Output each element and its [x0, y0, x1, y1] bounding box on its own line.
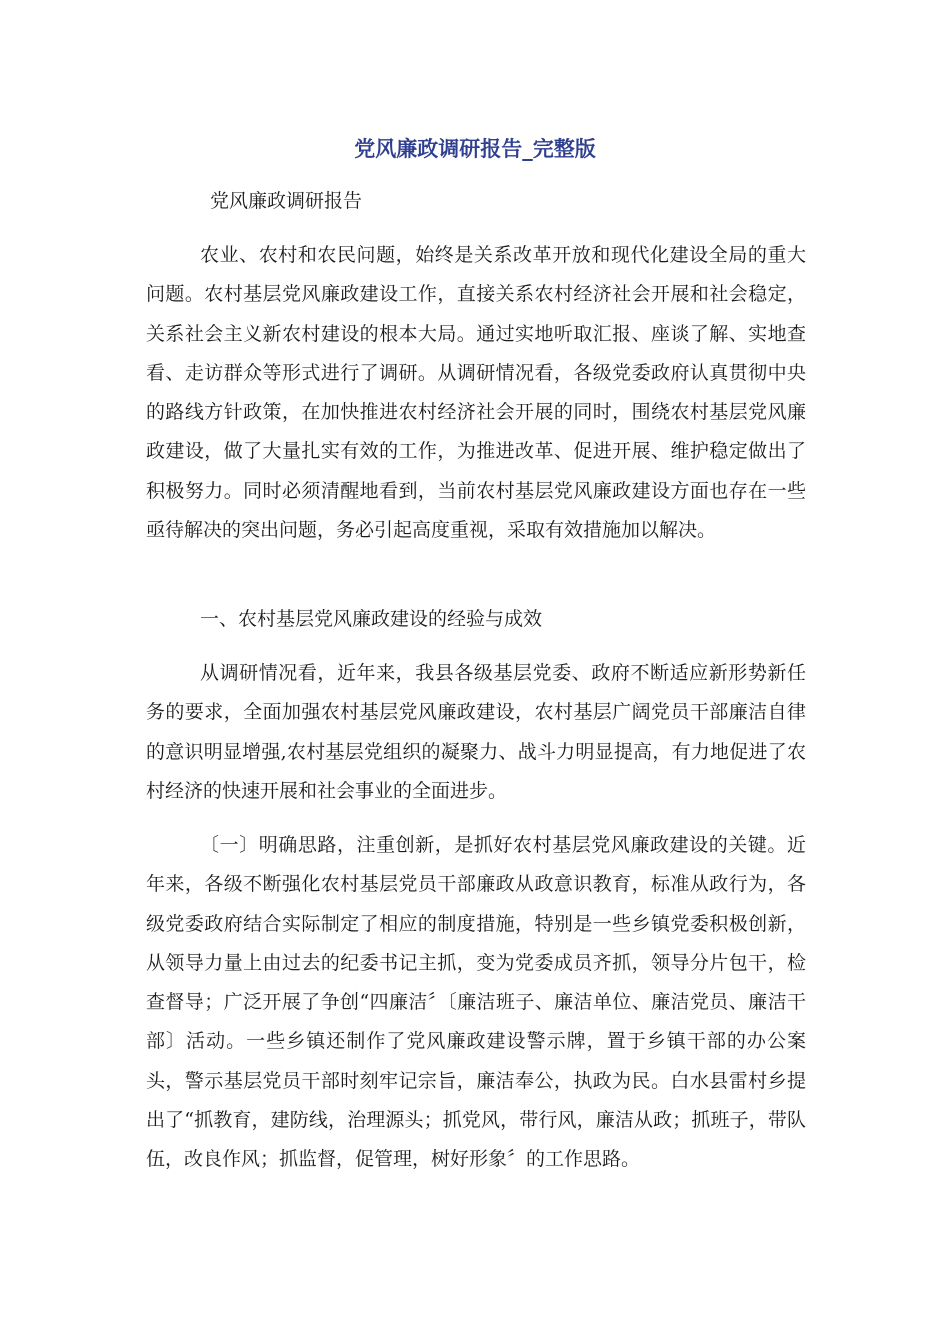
section-heading-1: 一、农村基层党风廉政建设的经验与成效: [200, 608, 543, 630]
paragraph-subsection-1: 〔一〕明确思路，注重创新，是抓好农村基层党风廉政建设的关键。近年来，各级不断强化农村基层党员干部廉政从政意识教育，标准从政行为，各级党委政府结合实际制定了相应的制度措施，特别是一些乡镇党委积极创新，从领导力量上由过去的纪委书记主抓，变为党委成员齐抓，领导分片包干，检查督导；广泛开展了争创“四廉洁〞〔廉洁班子、廉洁单位、廉洁党员、廉洁干部〕活动。一些乡镇还制作了党风廉政建设警示牌，置于乡镇干部的办公案头，警示基层党员干部时刻牢记宗旨，廉洁奉公，执政为民。白水县雷村乡提出了“抓教育，建防线，治理源头；抓党风，带行风，廉洁从政；抓班子，带队伍，改良作风；抓监督，促管理，树好形象〞的工作思路。: [146, 834, 806, 1171]
report-subtitle: 党风廉政调研报告: [210, 190, 363, 212]
paragraph-overview: 从调研情况看，近年来，我县各级基层党委、政府不断适应新形势新任务的要求，全面加强农村基层党风廉政建设，农村基层广阔党员干部廉洁自律的意识明显增强,农村基层党组织的凝聚力、战斗力明显提高，有力地促进了农村经济的快速开展和社会事业的全面进步。: [146, 662, 806, 802]
document-title: 党风廉政调研报告_完整版: [354, 137, 596, 161]
paragraph-intro: 农业、农村和农民问题，始终是关系改革开放和现代化建设全局的重大问题。农村基层党风廉政建设工作，直接关系农村经济社会开展和社会稳定，关系社会主义新农村建设的根本大局。通过实地听取汇报、座谈了解、实地查看、走访群众等形式进行了调研。从调研情况看，各级党委政府认真贯彻中央的路线方针政策，在加快推进农村经济社会开展的同时，围绕农村基层党风廉政建设，做了大量扎实有效的工作，为推进改革、促进开展、维护稳定做出了积极努力。同时必须清醒地看到，当前农村基层党风廉政建设方面也存在一些亟待解决的突出问题，务必引起高度重视，采取有效措施加以解决。: [146, 244, 806, 542]
